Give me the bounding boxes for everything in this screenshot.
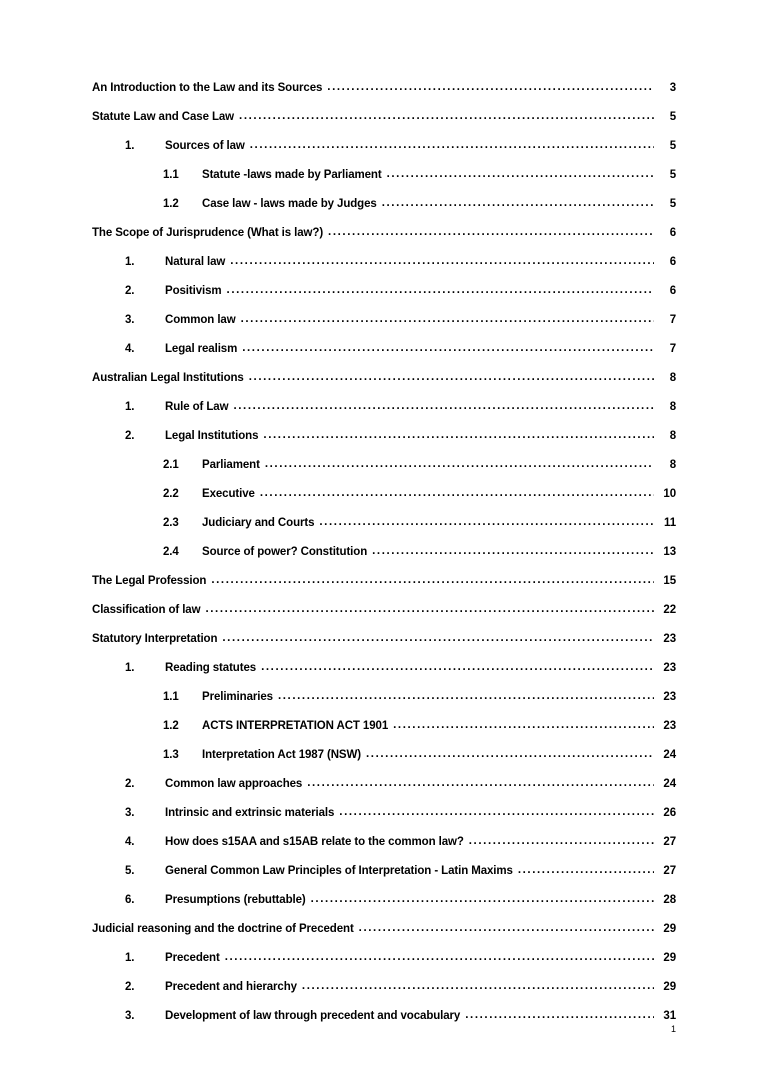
toc-entry-number: 2. [125, 778, 135, 790]
toc-entry-number: 2.3 [163, 517, 179, 529]
toc-entry[interactable] [92, 196, 676, 225]
toc-dot-leader [359, 921, 654, 932]
toc-entry-number: 1. [125, 662, 135, 674]
toc-entry[interactable] [92, 254, 676, 283]
toc-entry-number: 2. [125, 430, 135, 442]
toc-dot-leader [393, 718, 654, 729]
toc-entry[interactable] [92, 515, 676, 544]
toc-entry-title: Case law - laws made by Judges [202, 198, 377, 210]
toc-entry[interactable] [92, 689, 676, 718]
toc-entry-title: Interpretation Act 1987 (NSW) [202, 749, 361, 761]
toc-entry[interactable] [92, 312, 676, 341]
toc-entry-number: 3. [125, 1010, 135, 1022]
toc-entry[interactable] [92, 602, 676, 631]
toc-entry-page-number: 8 [669, 401, 676, 413]
toc-entry[interactable] [92, 950, 676, 979]
toc-dot-leader [265, 457, 654, 468]
toc-dot-leader [242, 341, 654, 352]
table-of-contents [92, 80, 676, 1037]
toc-entry-title: Intrinsic and extrinsic materials [165, 807, 335, 819]
toc-entry-number: 5. [125, 865, 135, 877]
toc-dot-leader [465, 1008, 654, 1019]
toc-dot-leader [250, 138, 654, 149]
toc-entry-page-number: 6 [669, 227, 676, 239]
toc-dot-leader [302, 979, 654, 990]
toc-entry-title: The Legal Profession [92, 575, 207, 587]
toc-entry-title: Preliminaries [202, 691, 273, 703]
toc-entry-number: 4. [125, 836, 135, 848]
toc-entry-number: 1.1 [163, 691, 179, 703]
toc-entry-page-number: 23 [663, 691, 676, 703]
toc-dot-leader [222, 631, 654, 642]
toc-entry-page-number: 5 [669, 140, 676, 152]
toc-entry[interactable] [92, 457, 676, 486]
toc-dot-leader [311, 892, 654, 903]
toc-entry[interactable] [92, 341, 676, 370]
toc-entry-title: Statute Law and Case Law [92, 111, 235, 123]
toc-entry-title: Presumptions (rebuttable) [165, 894, 306, 906]
toc-entry-number: 6. [125, 894, 135, 906]
toc-dot-leader [241, 312, 654, 323]
toc-entry-number: 1.2 [163, 198, 179, 210]
toc-entry-page-number: 15 [663, 575, 676, 587]
toc-entry-title: Statute -laws made by Parliament [202, 169, 382, 181]
toc-entry-title: Judiciary and Courts [202, 517, 315, 529]
toc-entry-page-number: 7 [669, 343, 676, 355]
toc-entry[interactable] [92, 747, 676, 776]
toc-entry-number: 3. [125, 807, 135, 819]
toc-entry[interactable] [92, 892, 676, 921]
toc-entry-title: The Scope of Jurisprudence (What is law?) [92, 227, 324, 239]
toc-dot-leader [230, 254, 654, 265]
toc-entry-title: Legal realism [165, 343, 238, 355]
toc-entry[interactable] [92, 428, 676, 457]
toc-entry[interactable] [92, 805, 676, 834]
toc-entry[interactable] [92, 370, 676, 399]
toc-dot-leader [307, 776, 654, 787]
toc-entry[interactable] [92, 486, 676, 515]
toc-entry-title: Australian Legal Institutions [92, 372, 244, 384]
toc-entry[interactable] [92, 1008, 676, 1037]
toc-dot-leader [261, 660, 654, 671]
toc-entry-number: 2.1 [163, 459, 179, 471]
toc-entry-number: 1. [125, 952, 135, 964]
toc-dot-leader [387, 167, 654, 178]
toc-entry-page-number: 29 [663, 923, 676, 935]
toc-entry-title: Reading statutes [165, 662, 257, 674]
toc-dot-leader [239, 109, 654, 120]
toc-entry-number: 1.1 [163, 169, 179, 181]
toc-dot-leader [366, 747, 654, 758]
toc-dot-leader [211, 573, 654, 584]
toc-entry-number: 1. [125, 256, 135, 268]
toc-entry[interactable] [92, 979, 676, 1008]
toc-dot-leader [227, 283, 654, 294]
toc-entry-title: Rule of Law [165, 401, 229, 413]
toc-entry-page-number: 11 [664, 517, 676, 529]
toc-entry-page-number: 29 [663, 952, 676, 964]
toc-entry-page-number: 29 [663, 981, 676, 993]
toc-entry[interactable] [92, 660, 676, 689]
toc-entry-title: Parliament [202, 459, 260, 471]
toc-entry-title: Common law approaches [165, 778, 303, 790]
toc-dot-leader [263, 428, 654, 439]
toc-entry-page-number: 24 [663, 778, 676, 790]
toc-entry-number: 1. [125, 401, 135, 413]
toc-entry-title: Classification of law [92, 604, 201, 616]
toc-dot-leader [372, 544, 654, 555]
toc-entry-page-number: 27 [663, 865, 676, 877]
toc-entry-page-number: 31 [663, 1010, 676, 1022]
toc-entry-page-number: 23 [663, 720, 676, 732]
toc-entry[interactable] [92, 544, 676, 573]
toc-entry-page-number: 8 [669, 372, 676, 384]
toc-entry-title: ACTS INTERPRETATION ACT 1901 [202, 720, 389, 732]
toc-dot-leader [205, 602, 654, 613]
toc-entry-page-number: 26 [663, 807, 676, 819]
toc-entry-title: An Introduction to the Law and its Sources [92, 82, 323, 94]
toc-entry-title: Precedent [165, 952, 220, 964]
toc-entry-page-number: 13 [663, 546, 676, 558]
toc-entry-title: Precedent and hierarchy [165, 981, 297, 993]
toc-entry-title: General Common Law Principles of Interpretation - Latin Maxims [165, 865, 513, 877]
toc-entry[interactable] [92, 776, 676, 805]
toc-entry-title: Positivism [165, 285, 222, 297]
toc-entry[interactable] [92, 225, 676, 254]
toc-entry[interactable] [92, 138, 676, 167]
toc-entry[interactable] [92, 921, 676, 950]
toc-entry-number: 1.2 [163, 720, 179, 732]
toc-dot-leader [225, 950, 654, 961]
toc-entry-page-number: 5 [669, 111, 676, 123]
toc-entry-page-number: 27 [663, 836, 676, 848]
toc-entry-number: 2. [125, 981, 135, 993]
toc-entry-page-number: 10 [663, 488, 676, 500]
toc-entry-title: Development of law through precedent and vocabulary [165, 1010, 461, 1022]
toc-entry-page-number: 24 [663, 749, 676, 761]
toc-entry[interactable] [92, 834, 676, 863]
toc-dot-leader [249, 370, 654, 381]
toc-entry[interactable] [92, 109, 676, 138]
toc-entry-page-number: 6 [669, 285, 676, 297]
toc-entry-page-number: 23 [663, 662, 676, 674]
toc-entry[interactable] [92, 631, 676, 660]
toc-entry-title: Executive [202, 488, 255, 500]
toc-dot-leader [260, 486, 654, 497]
toc-dot-leader [469, 834, 654, 845]
toc-entry-page-number: 8 [669, 459, 676, 471]
toc-dot-leader [278, 689, 654, 700]
toc-entry-page-number: 8 [669, 430, 676, 442]
toc-entry[interactable] [92, 399, 676, 428]
toc-entry-page-number: 22 [663, 604, 676, 616]
toc-entry[interactable] [92, 167, 676, 196]
toc-entry[interactable] [92, 80, 676, 109]
toc-entry-page-number: 6 [669, 256, 676, 268]
toc-entry-title: How does s15AA and s15AB relate to the common law? [165, 836, 464, 848]
toc-entry-page-number: 28 [663, 894, 676, 906]
toc-entry[interactable] [92, 283, 676, 312]
toc-entry-page-number: 7 [669, 314, 676, 326]
toc-dot-leader [382, 196, 654, 207]
toc-entry-page-number: 5 [669, 169, 676, 181]
toc-entry-title: Legal Institutions [165, 430, 259, 442]
toc-dot-leader [327, 80, 654, 91]
toc-entry-title: Statutory Interpretation [92, 633, 218, 645]
toc-dot-leader [518, 863, 654, 874]
toc-entry-title: Judicial reasoning and the doctrine of Precedent [92, 923, 354, 935]
toc-entry-number: 2.4 [163, 546, 179, 558]
toc-entry-title: Common law [165, 314, 236, 326]
toc-entry[interactable] [92, 863, 676, 892]
toc-dot-leader [328, 225, 654, 236]
toc-dot-leader [233, 399, 654, 410]
toc-entry-title: Source of power? Constitution [202, 546, 368, 558]
toc-entry[interactable] [92, 718, 676, 747]
toc-entry-page-number: 23 [663, 633, 676, 645]
toc-entry-number: 1. [125, 140, 135, 152]
toc-entry-title: Natural law [165, 256, 226, 268]
toc-dot-leader [319, 515, 654, 526]
toc-entry-number: 1.3 [163, 749, 179, 761]
toc-entry[interactable] [92, 573, 676, 602]
toc-entry-page-number: 3 [669, 82, 676, 94]
toc-entry-number: 4. [125, 343, 135, 355]
toc-entry-page-number: 5 [669, 198, 676, 210]
toc-entry-number: 2. [125, 285, 135, 297]
footer-page-number: 1 [670, 1024, 676, 1034]
toc-entry-title: Sources of law [165, 140, 245, 152]
toc-entry-number: 3. [125, 314, 135, 326]
toc-entry-number: 2.2 [163, 488, 179, 500]
toc-dot-leader [339, 805, 654, 816]
